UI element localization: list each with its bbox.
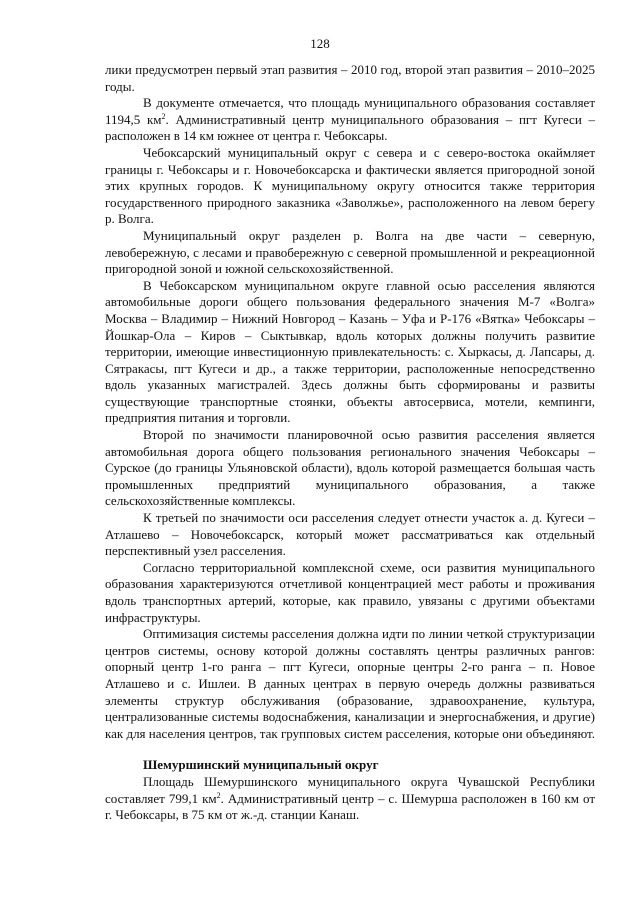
paragraph-territorial-scheme: Согласно территориальной комплексной схеме, оси развития муниципального образования характеризуются отчетливой концентрацией мест работы и проживания вдоль транспортных артерий, которые, как правило, увязаны с другими объектами инфраструктуры. <box>105 559 595 625</box>
paragraph-optimization: Оптимизация системы расселения должна идти по линии четкой структуризации центров системы, основу которой должны составлять центры различных рангов: опорный центр 1-го ранга – пгт Кугеси, опорные центры 2-го ранга – п. Новое Атлашево и с. Ишлеи. В данных центрах в первую очередь должны развиваться элементы структур обслуживания (образование, здравоохранение, культура, централизованные системы водоснабжения, канализации и энергоснабжения, и другие) как для населения центров, так групповых систем расселения, которые они объединяют. <box>105 626 595 741</box>
section-heading: Шемуршинский муниципальный округ <box>143 757 379 773</box>
paragraph-volga-division: Муниципальный округ разделен р. Волга на две части – северную, левобережную, с лесами и правобережную с северной промышленной и рекреационной пригородной зоной и южной сельскохозяйственной. <box>105 227 595 277</box>
paragraph-district-borders: Чебоксарский муниципальный округ с севера и с северо-востока окаймляет границы г. Чебоксары и г. Новочебоксарска и фактически является пригородной зоной этих крупных городов. К муниципальному округу относится также территория государственного природного заказника «Заволжье», расположенного на левом берегу р. Волга. <box>105 144 595 227</box>
paragraph-third-axis: К третьей по значимости оси расселения следует отнести участок а. д. Кугеси – Атлашево – Новочебоксарск, который может рассматриваться как отдельный перспективный узел расселения. <box>105 510 595 559</box>
paragraph-shemursha-area <box>105 774 595 824</box>
page-number: 128 <box>310 36 330 51</box>
superscript-square: 2 <box>216 790 221 800</box>
paragraph-continuation: лики предусмотрен первый этап развития – 2010 год, второй этап развития – 2010–2025 годы. <box>105 62 595 94</box>
paragraph-second-axis: Второй по значимости планировочной осью развития расселения является автомобильная дорога общего пользования регионального значения Чебоксары – Сурское (до границы Ульяновской области), вдоль которой размещается большая часть промышленных предприятий муниципального образования, а также сельскохозяйственные комплексы. <box>105 427 595 509</box>
paragraph-main-settlement-axis: В Чебоксарском муниципальном округе главной осью расселения являются автомобильные дороги общего пользования федерального значения М-7 «Волга» Москва – Владимир – Нижний Новгород – Казань – Уфа и Р-176 «Вятка» Чебоксары – Йошкар-Ола – Киров – Сыктывкар, вдоль которых должны получить развитие территории, имеющие инвестиционную привлекательность: с. Хыркасы, д. Лапсары, д. Сятракасы, пгт Кугеси и др., а также территории, расположенные непосредственно вдоль указанных магистралей. Здесь должны быть сформированы и развиты существующие транспортные стоянки, объекты автосервиса, мотели, кемпинги, предприятия питания и торговли. <box>105 277 595 426</box>
paragraph-shemursha-text-before: Площадь Шемуршинского муниципального округа Чувашской Республики составляет 799,1 км <box>105 773 595 806</box>
superscript-square: 2 <box>161 111 166 121</box>
paragraph-area-text-after: . Административный центр муниципального образования – пгт Кугеси – расположен в 14 км южнее от центра г. Чебоксары. <box>105 111 595 144</box>
paragraph-shemursha-text-after: . Административный центр – с. Шемурша расположен в 160 км от г. Чебоксары, в 75 км от ж.-д. станции Канаш. <box>105 790 595 823</box>
paragraph-area-text-before: В документе отмечается, что площадь муниципального образования составляет 1194,5 км <box>105 95 595 127</box>
paragraph-area-chuvash <box>105 95 595 145</box>
page-content <box>105 62 595 824</box>
